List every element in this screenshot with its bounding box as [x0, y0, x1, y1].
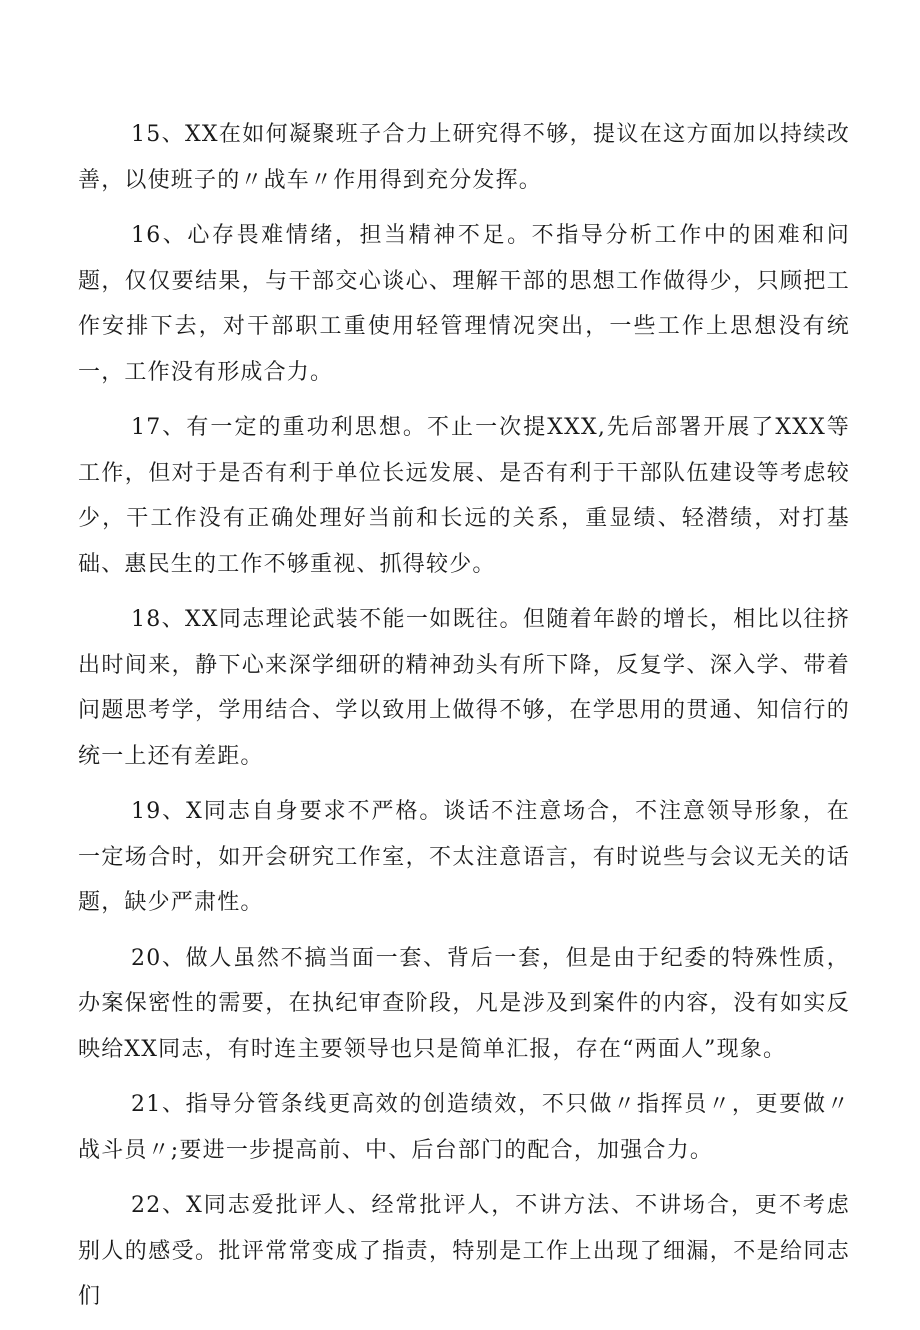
paragraph-16: 16、心存畏难情绪，担当精神不足。不指导分析工作中的困难和问题，仅仅要结果，与干部交心谈心、理解干部的思想工作做得少，只顾把工作安排下去，对干部职工重使用轻管理情况突出，一些工作上思想没有统一，工作没有形成合力。: [78, 223, 850, 385]
paragraph-15: 15、XX在如何凝聚班子合力上研究得不够，提议在这方面加以持续改善，以使班子的〃战车〃作用得到充分发挥。: [78, 122, 850, 193]
paragraph-17: 17、有一定的重功利思想。不止一次提XXX,先后部署开展了XXX等工作，但对于是否有利于单位长远发展、是否有利于干部队伍建设等考虑较少，干工作没有正确处理好当前和长远的关系，重显绩、轻潜绩，对打基础、惠民生的工作不够重视、抓得较少。: [78, 415, 850, 577]
paragraph-20: 20、做人虽然不搞当面一套、背后一套，但是由于纪委的特殊性质，办案保密性的需要，在执纪审查阶段，凡是涉及到案件的内容，没有如实反映给XX同志，有时连主要领导也只是简单汇报，存在“两面人”现象。: [78, 945, 850, 1062]
paragraph-21: 21、指导分管条线更高效的创造绩效，不只做〃指挥员〃，更要做〃战斗员〃;要进一步提高前、中、后台部门的配合，加强合力。: [78, 1092, 850, 1163]
paragraph-19: 19、X同志自身要求不严格。谈话不注意场合，不注意领导形象，在一定场合时，如开会研究工作室，不太注意语言，有时说些与会议无关的话题，缺少严肃性。: [78, 799, 850, 915]
document-body: [78, 112, 850, 1330]
paragraph-18: 18、XX同志理论武装不能一如既往。但随着年龄的增长，相比以往挤出时间来，静下心来深学细研的精神劲头有所下降，反复学、深入学、带着问题思考学，学用结合、学以致用上做得不够，在学思用的贯通、知信行的统一上还有差距。: [78, 607, 850, 769]
paragraph-22: 22、X同志爱批评人、经常批评人，不讲方法、不讲场合，更不考虑别人的感受。批评常常变成了指责，特别是工作上出现了细漏，不是给同志们: [78, 1193, 850, 1309]
